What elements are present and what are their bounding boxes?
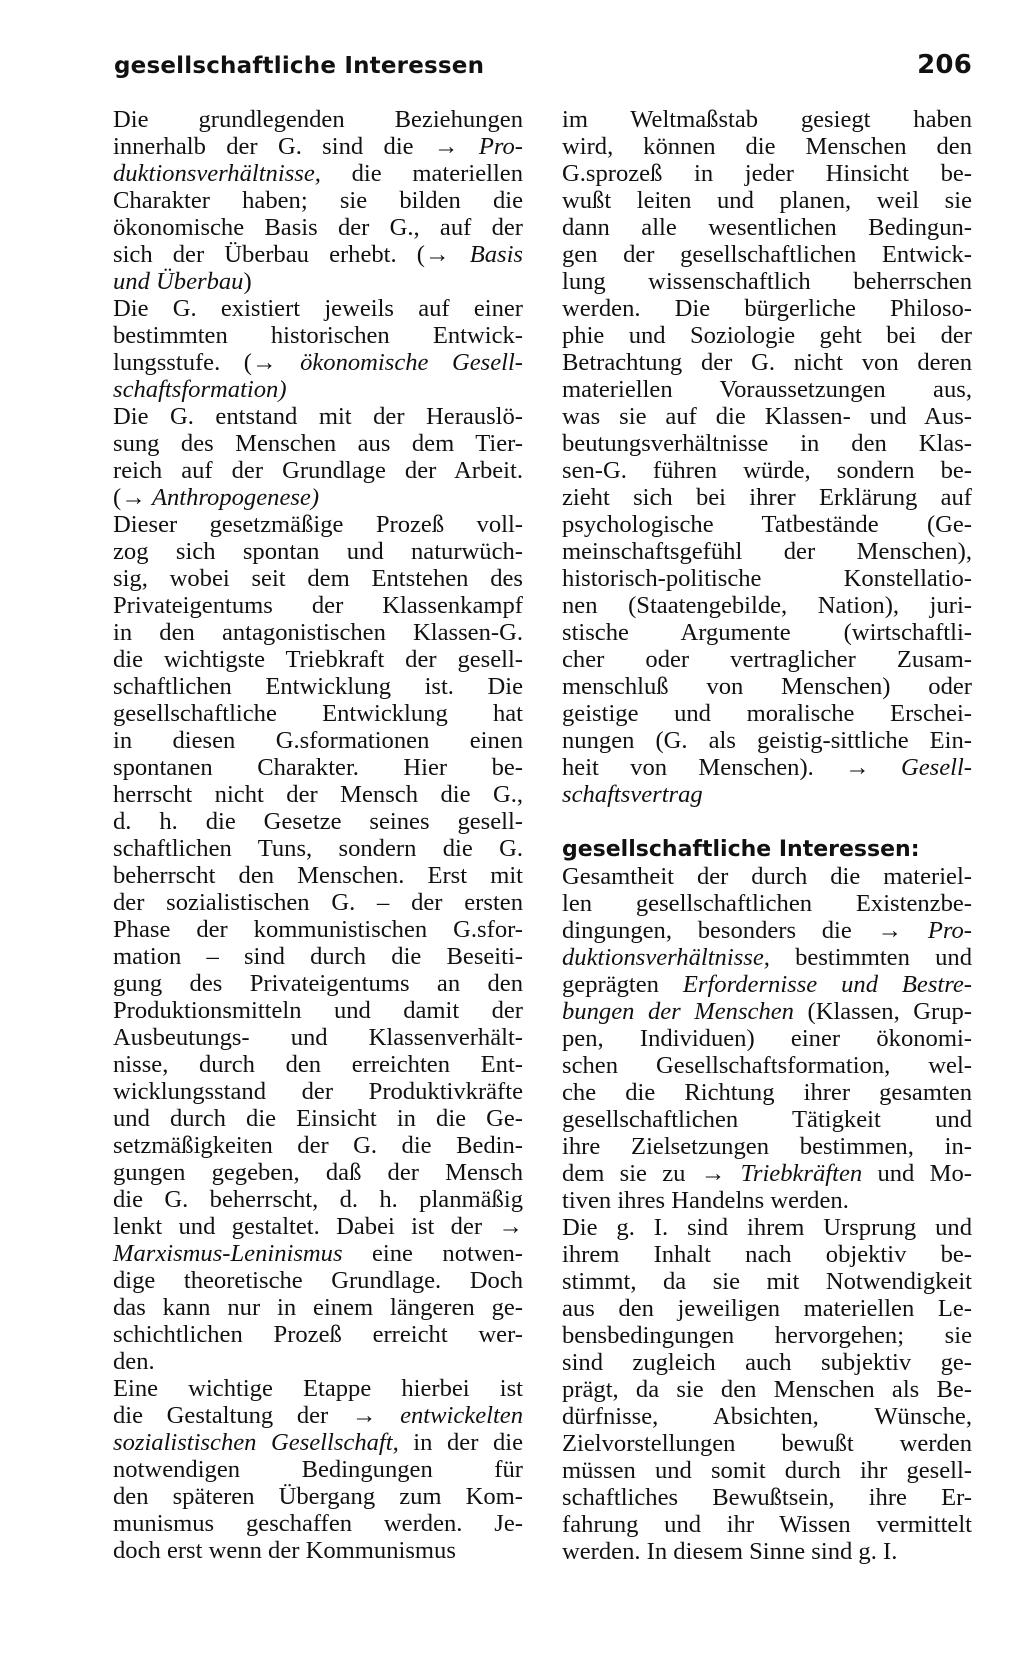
text-line	[113, 754, 523, 781]
text-run: Produktionsmitteln und damit der	[113, 997, 523, 1024]
text-run: nisse, durch den erreichten Ent-	[113, 1051, 523, 1078]
text-line	[562, 376, 972, 403]
text-run: munismus geschaffen werden. Je-	[113, 1510, 523, 1537]
text-run: dürfnisse, Absichten, Wünsche,	[562, 1403, 972, 1430]
text-line	[113, 835, 523, 862]
page-number: 206	[917, 50, 972, 80]
text-run: Die g. I. sind ihrem Ursprung und	[562, 1214, 972, 1241]
entry-headword: gesellschaftliche Interessen:	[562, 837, 920, 862]
text-line	[113, 1186, 523, 1213]
text-run: bestimmten historischen Entwick-	[113, 322, 523, 349]
text-run: beutungsverhältnisse in den Klas-	[562, 430, 972, 457]
text-run: in diesen G.sformationen einen	[113, 727, 523, 754]
paragraph	[562, 1214, 972, 1565]
text-run: eine notwen-	[342, 1240, 523, 1267]
paragraph	[113, 106, 523, 295]
text-line	[113, 727, 523, 754]
text-run: Die G. entstand mit der Herauslö-	[113, 403, 523, 430]
text-line	[562, 944, 972, 971]
text-run: dingungen, besonders die →	[562, 917, 928, 944]
text-line	[113, 1267, 523, 1294]
text-run: beherrscht den Menschen. Erst mit	[113, 862, 523, 889]
text-run: meinschaftsgefühl der Menschen),	[562, 538, 972, 565]
text-run: d. h. die Gesetze seines gesell-	[113, 808, 523, 835]
text-line	[562, 592, 972, 619]
italic-run: und Überbau	[113, 268, 244, 295]
text-run: schichtlichen Prozeß erreicht wer-	[113, 1321, 523, 1348]
text-line	[562, 295, 972, 322]
text-run: schaftlichen Entwicklung ist. Die	[113, 673, 523, 700]
text-run: nungen (G. als geistig-sittliche Ein-	[562, 727, 972, 754]
text-run: dann alle wesentlichen Bedingun-	[562, 214, 972, 241]
text-run: Dieser gesetzmäßige Prozeß voll-	[113, 511, 523, 538]
text-run: sen-G. führen würde, sondern be-	[562, 457, 972, 484]
text-run: doch erst wenn der Kommunismus	[113, 1537, 456, 1564]
text-run: in den antagonistischen Klassen-G.	[113, 619, 523, 646]
italic-run: duktionsverhältnisse,	[113, 160, 321, 187]
paragraph	[562, 863, 972, 1214]
italic-run: Basis	[469, 241, 523, 268]
text-line	[113, 1510, 523, 1537]
left-column	[113, 106, 523, 1564]
text-line	[562, 1187, 972, 1214]
text-line	[562, 457, 972, 484]
text-run: die materiellen	[320, 160, 523, 187]
italic-run: Pro-	[927, 917, 972, 944]
text-line	[113, 1321, 523, 1348]
text-run: Zielvorstellungen bewußt werden	[562, 1430, 972, 1457]
text-run: sind zugleich auch subjektiv ge-	[562, 1349, 972, 1376]
italic-run: bungen der Menschen	[562, 998, 794, 1025]
text-line	[562, 700, 972, 727]
text-line	[562, 1430, 972, 1457]
text-run: den späteren Übergang zum Kom-	[113, 1483, 523, 1510]
text-line	[113, 1483, 523, 1510]
text-line	[113, 1213, 523, 1240]
text-line	[562, 565, 972, 592]
text-run: lungsstufe. (→	[113, 349, 301, 376]
text-line	[562, 187, 972, 214]
paragraph	[562, 106, 972, 808]
text-line	[113, 295, 523, 322]
text-run: der sozialistischen G. – der ersten	[113, 889, 523, 916]
text-line	[562, 133, 972, 160]
text-run: werden. Die bürgerliche Philoso-	[562, 295, 972, 322]
text-line	[562, 484, 972, 511]
text-line	[562, 538, 972, 565]
text-line	[113, 187, 523, 214]
italic-run: schaftsvertrag	[562, 781, 703, 808]
text-run: im Weltmaßstab gesiegt haben	[562, 106, 972, 133]
text-run: stische Argumente (wirtschaftli-	[562, 619, 972, 646]
text-run: setzmäßigkeiten der G. die Bedin-	[113, 1132, 523, 1159]
text-line	[562, 727, 972, 754]
text-line	[562, 619, 972, 646]
text-line	[113, 889, 523, 916]
text-line	[562, 754, 972, 781]
paragraph	[113, 1375, 523, 1564]
text-run: mation – sind durch die Beseiti-	[113, 943, 523, 970]
text-run: Eine wichtige Etappe hierbei ist	[113, 1375, 523, 1402]
text-line	[113, 592, 523, 619]
text-line	[562, 1241, 972, 1268]
text-run: historisch-politische Konstellatio-	[562, 565, 972, 592]
text-line	[562, 1079, 972, 1106]
text-run: len gesellschaftlichen Existenzbe-	[562, 890, 972, 917]
text-run: menschluß von Menschen) oder	[562, 673, 972, 700]
text-run: reich auf der Grundlage der Arbeit.	[113, 457, 523, 484]
text-line	[113, 1402, 523, 1429]
text-run: die Gestaltung der →	[113, 1402, 401, 1429]
text-line	[113, 1429, 523, 1456]
text-run: zog sich spontan und naturwüch-	[113, 538, 523, 565]
italic-run: Pro-	[478, 133, 523, 160]
text-run: Gesamtheit der durch die materiel-	[562, 863, 972, 890]
text-line	[113, 322, 523, 349]
text-line	[113, 916, 523, 943]
text-line	[113, 1240, 523, 1267]
text-run: G.sprozeß in jeder Hinsicht be-	[562, 160, 972, 187]
text-run: che die Richtung ihrer gesamten	[562, 1079, 972, 1106]
running-head-title: gesellschaftliche Interessen	[114, 53, 485, 79]
entry-headword-line	[562, 835, 972, 863]
text-run: die wichtigste Triebkraft der gesell-	[113, 646, 523, 673]
text-line	[113, 997, 523, 1024]
text-line	[562, 1376, 972, 1403]
text-run: Ausbeutungs- und Klassenverhält-	[113, 1024, 523, 1051]
right-column	[562, 106, 972, 1565]
text-line	[562, 241, 972, 268]
entry-body	[562, 863, 972, 1565]
text-run: wußt leiten und planen, weil sie	[562, 187, 972, 214]
text-run: das kann nur in einem längeren ge-	[113, 1294, 523, 1321]
text-line	[562, 1403, 972, 1430]
text-run: psychologische Tatbestände (Ge-	[562, 511, 972, 538]
text-line	[113, 1375, 523, 1402]
italic-run: sozialistischen Gesellschaft,	[113, 1429, 399, 1456]
text-line	[113, 1456, 523, 1483]
text-run: )	[243, 268, 252, 295]
text-line	[562, 863, 972, 890]
text-run: innerhalb der G. sind die →	[113, 133, 479, 160]
text-run: zieht sich bei ihrer Erklärung auf	[562, 484, 972, 511]
text-line	[562, 646, 972, 673]
text-line	[562, 430, 972, 457]
text-run: Phase der kommunistischen G.sfor-	[113, 916, 523, 943]
text-line	[562, 349, 972, 376]
text-run: (Klassen, Grup-	[793, 998, 972, 1025]
text-run: aus den jeweiligen materiellen Le-	[562, 1295, 972, 1322]
text-run: dige theoretische Grundlage. Doch	[113, 1267, 523, 1294]
text-run: dem sie zu →	[562, 1160, 741, 1187]
text-run: ihrem Inhalt nach objektiv be-	[562, 1241, 972, 1268]
text-run: materiellen Voraussetzungen aus,	[562, 376, 972, 403]
text-run: in der die	[398, 1429, 523, 1456]
text-run: sich der Überbau erhebt. (→	[113, 241, 470, 268]
entry-spacer	[562, 808, 972, 835]
text-line	[562, 890, 972, 917]
text-run: ökonomische Basis der G., auf der	[113, 214, 523, 241]
text-line	[562, 971, 972, 998]
text-line	[113, 484, 523, 511]
text-line	[562, 1133, 972, 1160]
text-line	[113, 1294, 523, 1321]
running-head	[114, 50, 972, 86]
text-run: fahrung und ihr Wissen vermittelt	[562, 1511, 972, 1538]
text-run: wicklungsstand der Produktivkräfte	[113, 1078, 523, 1105]
text-run: was sie auf die Klassen- und Aus-	[562, 403, 972, 430]
text-run: phie und Soziologie geht bei der	[562, 322, 972, 349]
text-line	[562, 1349, 972, 1376]
text-run: nen (Staatengebilde, Nation), juri-	[562, 592, 972, 619]
text-line	[113, 700, 523, 727]
text-run: werden. In diesem Sinne sind g. I.	[562, 1538, 898, 1565]
text-line	[113, 268, 523, 295]
text-run: gesellschaftlichen Tätigkeit und	[562, 1106, 972, 1133]
text-run: gesellschaftliche Entwicklung hat	[113, 700, 523, 727]
text-run: gung des Privateigentums an den	[113, 970, 523, 997]
text-line	[113, 538, 523, 565]
text-run: sig, wobei seit dem Entstehen des	[113, 565, 523, 592]
text-run: geprägten	[562, 971, 683, 998]
italic-run: duktionsverhältnisse,	[562, 944, 770, 971]
text-line	[113, 430, 523, 457]
text-run: die G. beherrscht, d. h. planmäßig	[113, 1186, 523, 1213]
text-line	[113, 1024, 523, 1051]
text-run: prägt, da sie den Menschen als Be-	[562, 1376, 972, 1403]
text-run: heit von Menschen). →	[562, 754, 901, 781]
text-run: sung des Menschen aus dem Tier-	[113, 430, 523, 457]
text-line	[113, 943, 523, 970]
text-run: den.	[113, 1348, 155, 1375]
text-line	[113, 1537, 523, 1564]
text-line	[113, 1159, 523, 1186]
text-line	[562, 1511, 972, 1538]
text-line	[113, 160, 523, 187]
text-line	[562, 1025, 972, 1052]
text-line	[562, 268, 972, 295]
text-line	[113, 214, 523, 241]
italic-run: Gesell-	[900, 754, 972, 781]
text-run: notwendigen Bedingungen für	[113, 1456, 523, 1483]
text-run: bestimmten und	[769, 944, 972, 971]
text-line	[562, 673, 972, 700]
text-run: spontanen Charakter. Hier be-	[113, 754, 523, 781]
continued-entry	[562, 106, 972, 808]
paragraph	[113, 511, 523, 1375]
text-line	[113, 133, 523, 160]
text-line	[562, 160, 972, 187]
text-run: gungen gegeben, daß der Mensch	[113, 1159, 523, 1186]
text-line	[113, 673, 523, 700]
text-run: lung wissenschaftlich beherrschen	[562, 268, 972, 295]
text-run: Charakter haben; sie bilden die	[113, 187, 523, 214]
text-run: stimmt, da sie mit Notwendigkeit	[562, 1268, 972, 1295]
text-run: Die G. existiert jeweils auf einer	[113, 295, 523, 322]
text-line	[562, 1295, 972, 1322]
text-run: schen Gesellschaftsformation, wel-	[562, 1052, 972, 1079]
text-line	[113, 1078, 523, 1105]
text-line	[113, 862, 523, 889]
text-run: lenkt und gestaltet. Dabei ist der →	[113, 1213, 523, 1240]
text-run: herrscht nicht der Mensch die G.,	[113, 781, 523, 808]
text-run: und durch die Einsicht in die Ge-	[113, 1105, 523, 1132]
text-line	[113, 1105, 523, 1132]
text-line	[113, 1132, 523, 1159]
text-run: cher oder vertraglicher Zusam-	[562, 646, 972, 673]
text-line	[562, 1160, 972, 1187]
text-run: Die grundlegenden Beziehungen	[113, 106, 523, 133]
text-line	[562, 1322, 972, 1349]
text-line	[113, 565, 523, 592]
text-line	[113, 376, 523, 403]
text-line	[562, 1214, 972, 1241]
text-line	[562, 781, 972, 808]
text-line	[562, 1106, 972, 1133]
text-run: und Mo-	[862, 1160, 972, 1187]
text-line	[562, 1268, 972, 1295]
text-line	[562, 214, 972, 241]
paragraph	[113, 403, 523, 511]
italic-run: entwickelten	[400, 1402, 523, 1429]
text-run: wird, können die Menschen den	[562, 133, 972, 160]
italic-run: Anthropogenese)	[151, 484, 320, 511]
text-line	[562, 1052, 972, 1079]
text-line	[113, 1348, 523, 1375]
text-run: pen, Individuen) einer ökonomi-	[562, 1025, 972, 1052]
text-line	[562, 1484, 972, 1511]
text-line	[562, 998, 972, 1025]
text-line	[562, 403, 972, 430]
text-run: ihre Zielsetzungen bestimmen, in-	[562, 1133, 972, 1160]
text-line	[562, 322, 972, 349]
text-run: geistige und moralische Erschei-	[562, 700, 972, 727]
text-run: Privateigentums der Klassenkampf	[113, 592, 523, 619]
text-line	[113, 241, 523, 268]
text-line	[113, 349, 523, 376]
text-line	[113, 619, 523, 646]
text-line	[113, 781, 523, 808]
italic-run: Triebkräften	[740, 1160, 863, 1187]
italic-run: ökonomische Gesell-	[300, 349, 523, 376]
text-line	[113, 646, 523, 673]
text-run: bensbedingungen hervorgehen; sie	[562, 1322, 972, 1349]
text-run: schaftlichen Tuns, sondern die G.	[113, 835, 523, 862]
text-line	[562, 106, 972, 133]
text-line	[562, 1538, 972, 1565]
italic-run: schaftsformation)	[113, 376, 287, 403]
text-line	[113, 403, 523, 430]
text-line	[562, 917, 972, 944]
text-line	[113, 106, 523, 133]
text-line	[113, 1051, 523, 1078]
text-line	[113, 970, 523, 997]
text-run: Betrachtung der G. nicht von deren	[562, 349, 972, 376]
text-run: gen der gesellschaftlichen Entwick-	[562, 241, 972, 268]
text-line	[113, 457, 523, 484]
text-run: (→	[113, 484, 152, 511]
italic-run: Erfordernisse und Bestre-	[682, 971, 972, 998]
text-line	[562, 1457, 972, 1484]
text-run: tiven ihres Handelns werden.	[562, 1187, 849, 1214]
text-line	[113, 808, 523, 835]
italic-run: Marxismus-Leninismus	[113, 1240, 343, 1267]
text-run: müssen und somit durch ihr gesell-	[562, 1457, 972, 1484]
text-line	[113, 511, 523, 538]
paragraph	[113, 295, 523, 403]
text-run: schaftliches Bewußtsein, ihre Er-	[562, 1484, 972, 1511]
text-line	[562, 511, 972, 538]
